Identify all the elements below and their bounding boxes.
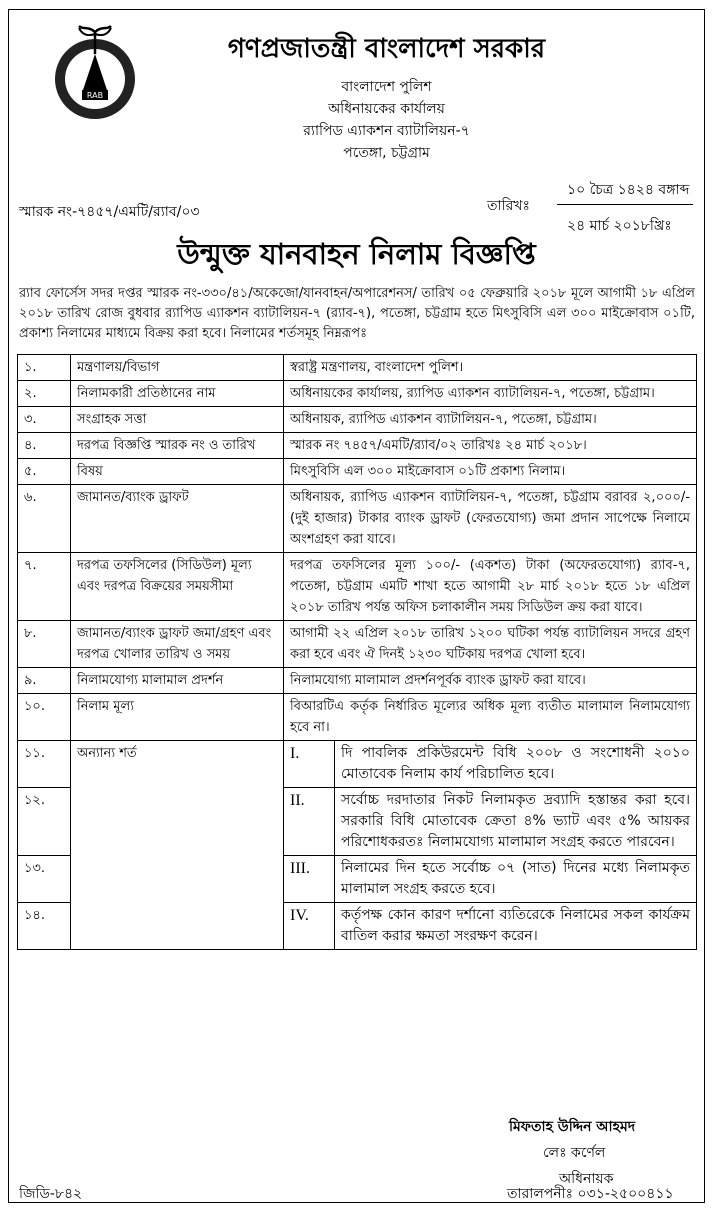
telephone: তারালপনীঃ ০৩১-২৫০০৪১১ — [507, 1186, 674, 1202]
table-row — [18, 459, 697, 485]
table-row — [18, 433, 697, 459]
row-value: মিৎসুবিসি এল ৩০০ মাইক্রোবাস ০১টি প্রকাশ্য নিলাম। — [284, 459, 697, 485]
gd-number: জিডি-৮৪২ — [19, 1186, 83, 1202]
row-label: নিলাম মূল্য — [71, 694, 284, 741]
government-title: গণপ্রজাতন্ত্রী বাংলাদেশ সরকার — [227, 34, 546, 64]
row-label: নিলামযোগ্য মালামাল প্রদর্শন — [71, 668, 284, 694]
office-line-2: অধিনায়কের কার্যালয় — [328, 101, 445, 117]
roman-numeral: I. — [284, 741, 335, 788]
row-number: ১২. — [18, 788, 71, 856]
logo-text: RAB — [86, 91, 104, 100]
row-label: জামানত/ব্যাংক ড্রাফট জমা/গ্রহণ এবং দরপত্র খোলার তারিখ ও সময় — [71, 621, 284, 668]
row-value: নিলামের দিন হতে সর্বোচ্চ ০৭ (সাত) দিনের মধ্যে নিলামকৃত মালামাল সংগ্রহ করতে হবে। — [335, 856, 697, 903]
date-english: ২৪ মার্চ ২০১৮খ্রিঃ — [567, 218, 672, 234]
office-line-3: র‍্যাপিড এ্যাকশন ব্যাটালিয়ন-৭ — [303, 123, 470, 139]
row-value: আগামী ২২ এপ্রিল ২০১৮ তারিখ ১২০০ ঘটিকা পর্যন্ত ব্যাটালিয়ন সদরে গ্রহণ করা হবে এবং ঐ দিনই ১২৩০ ঘটিকায় দরপত্র খোলা হবে। — [284, 621, 697, 668]
other-terms-label: অন্যান্য শর্ত — [71, 741, 284, 950]
roman-numeral: III. — [284, 856, 335, 903]
row-label: সংগ্রাহক সত্তা — [71, 407, 284, 433]
row-number: ৫. — [18, 459, 71, 485]
signatory-name: মিফতাহ উদ্দিন আহমদ — [509, 1119, 636, 1135]
table-row — [18, 694, 697, 741]
notice-title: উন্মুক্ত যানবাহন নিলাম বিজ্ঞপ্তি — [177, 237, 536, 271]
row-value: সর্বোচ্চ দরদাতার নিকট নিলামকৃত দ্রব্যাদি হস্তান্তর করা হবে। সরকারি বিধি মোতাবেক ক্রেতা ৪% ভ্যাট এবং ৫% আয়কর পরিশোধকরতঃ নিলামযোগ্য মালামাল সংগ্রহ করতে পারবেন। — [335, 788, 697, 856]
row-value: বিআরটিএ কর্তৃক নির্ধারিত মূল্যের অধিক মূল্য ব্যতীত মালামাল নিলামযোগ্য হবে না। — [284, 694, 697, 741]
table-row — [18, 741, 697, 788]
row-number: ১৪. — [18, 903, 71, 950]
memo-number: স্মারক নং-৭৪৫৭/এমটি/র‍্যাব/০৩ — [19, 204, 200, 220]
date-label: তারিখঃ — [487, 198, 530, 214]
row-number: ২. — [18, 381, 71, 407]
row-number: ৬. — [18, 485, 71, 553]
row-value: নিলামযোগ্য মালামাল প্রদর্শনপূর্বক ব্যাংক ড্রাফট করা যাবে। — [284, 668, 697, 694]
roman-numeral: II. — [284, 788, 335, 856]
signatory-rank: লেঃ কর্ণেল — [543, 1145, 606, 1161]
signature-block — [509, 1114, 635, 1192]
row-label: দরপত্র তফসিলের (সিডিউল) মূল্য এবং দরপত্র বিক্রয়ের সময়সীমা — [71, 553, 284, 621]
table-row — [18, 621, 697, 668]
date-divider — [557, 204, 693, 205]
row-number: ৭. — [18, 553, 71, 621]
row-value: অধিনায়কের কার্যালয়, র‍্যাপিড এ্যাকশন ব্যাটালিয়ন-৭, পতেঙ্গা, চট্টগ্রাম। — [284, 381, 697, 407]
row-label: দরপত্র বিজ্ঞপ্তি স্মারক নং ও তারিখ — [71, 433, 284, 459]
row-value: অধিনায়ক, র‍্যাপিড এ্যাকশন ব্যাটালিয়ন-৭, পতেঙ্গা, চট্টগ্রাম। — [284, 407, 697, 433]
office-line-1: বাংলাদেশ পুলিশ — [341, 79, 432, 95]
table-row — [18, 381, 697, 407]
terms-table — [17, 354, 697, 950]
roman-numeral: IV. — [284, 903, 335, 950]
office-line-4: পতেঙ্গা, চট্টগ্রাম — [343, 145, 430, 161]
office-address — [9, 76, 704, 164]
row-number: ১৩. — [18, 856, 71, 903]
row-value: দরপত্র তফসিলের মূল্য ১০০/- (একশত) টাকা (অফেরতযোগ্য) র‍্যাব-৭, পতেঙ্গা, চট্টগ্রাম এমটি শাখা হতে আগামী ২৮ মার্চ ২০১৮ হতে ১৮ এপ্রিল ২০১৮ তারিখ পর্যন্ত অফিস চলাকালীন সময় সিডিউল ক্রয় করা যাবে। — [284, 553, 697, 621]
row-value: স্বরাষ্ট্র মন্ত্রণালয়, বাংলাদেশ পুলিশ। — [284, 355, 697, 381]
signatory-designation: অধিনায়ক — [559, 1171, 614, 1187]
table-row — [18, 355, 697, 381]
row-value: কর্তৃপক্ষ কোন কারণ দর্শানো ব্যতিরেকে নিলামের সকল কার্যক্রম বাতিল করার ক্ষমতা সংরক্ষণ করেন। — [335, 903, 697, 950]
row-number: ৩. — [18, 407, 71, 433]
row-number: ৪. — [18, 433, 71, 459]
row-value: স্মারক নং ৭৪৫৭/এমটি/র‍্যাব/০২ তারিখঃ ২৪ মার্চ ২০১৮। — [284, 433, 697, 459]
row-label: মন্ত্রণালয়/বিভাগ — [71, 355, 284, 381]
row-number: ৮. — [18, 621, 71, 668]
row-label: নিলামকারী প্রতিষ্ঠানের নাম — [71, 381, 284, 407]
row-number: ১০. — [18, 694, 71, 741]
row-number: ১১. — [18, 741, 71, 788]
table-row — [18, 485, 697, 553]
date-bangla: ১০ চৈত্র ১৪২৪ বঙ্গাব্দ — [567, 182, 690, 198]
row-value: দি পাবলিক প্রকিউরমেন্ট বিধি ২০০৮ ও সংশোধনী ২০১০ মোতাবেক নিলাম কার্য পরিচালিত হবে। — [335, 741, 697, 788]
row-label: বিষয় — [71, 459, 284, 485]
notice-page — [8, 9, 705, 1203]
row-label: জামানত/ব্যাংক ড্রাফট — [71, 485, 284, 553]
intro-paragraph: র‍্যাব ফোর্সেস সদর দপ্তর স্মারক নং-৩৩০/৪১/অকেজো/যানবাহন/অপারেশনস/ তারিখ ০৫ ফেব্রুয়ারি ২০১৮ মূলে আগামী ১৮ এপ্রিল ২০১৮ তারিখ রোজ বুধবার র‍্যাপিড এ্যাকশন ব্যাটালিয়ন-৭ (র‍্যাব-৭), পতেঙ্গা, চট্টগ্রাম হতে মিৎসুবিসি এল ৩০০ মাইক্রোবাস ০১টি, প্রকাশ্য নিলামের মাধ্যমে বিক্রয় করা হবে। নিলামের শর্তসমূহ নিম্নরূপঃ — [19, 286, 695, 341]
row-number: ১. — [18, 355, 71, 381]
row-value: অধিনায়ক, র‍্যাপিড এ্যাকশন ব্যাটালিয়ন-৭, পতেঙ্গা, চট্টগ্রাম বরাবর ২,০০০/- (দুই হাজার) টাকার ব্যাংক ড্রাফট (ফেরতযোগ্য) জমা প্রদান সাপেক্ষে নিলামে অংশগ্রহণ করা যাবে। — [284, 485, 697, 553]
table-row — [18, 553, 697, 621]
row-number: ৯. — [18, 668, 71, 694]
table-row — [18, 668, 697, 694]
table-row — [18, 407, 697, 433]
